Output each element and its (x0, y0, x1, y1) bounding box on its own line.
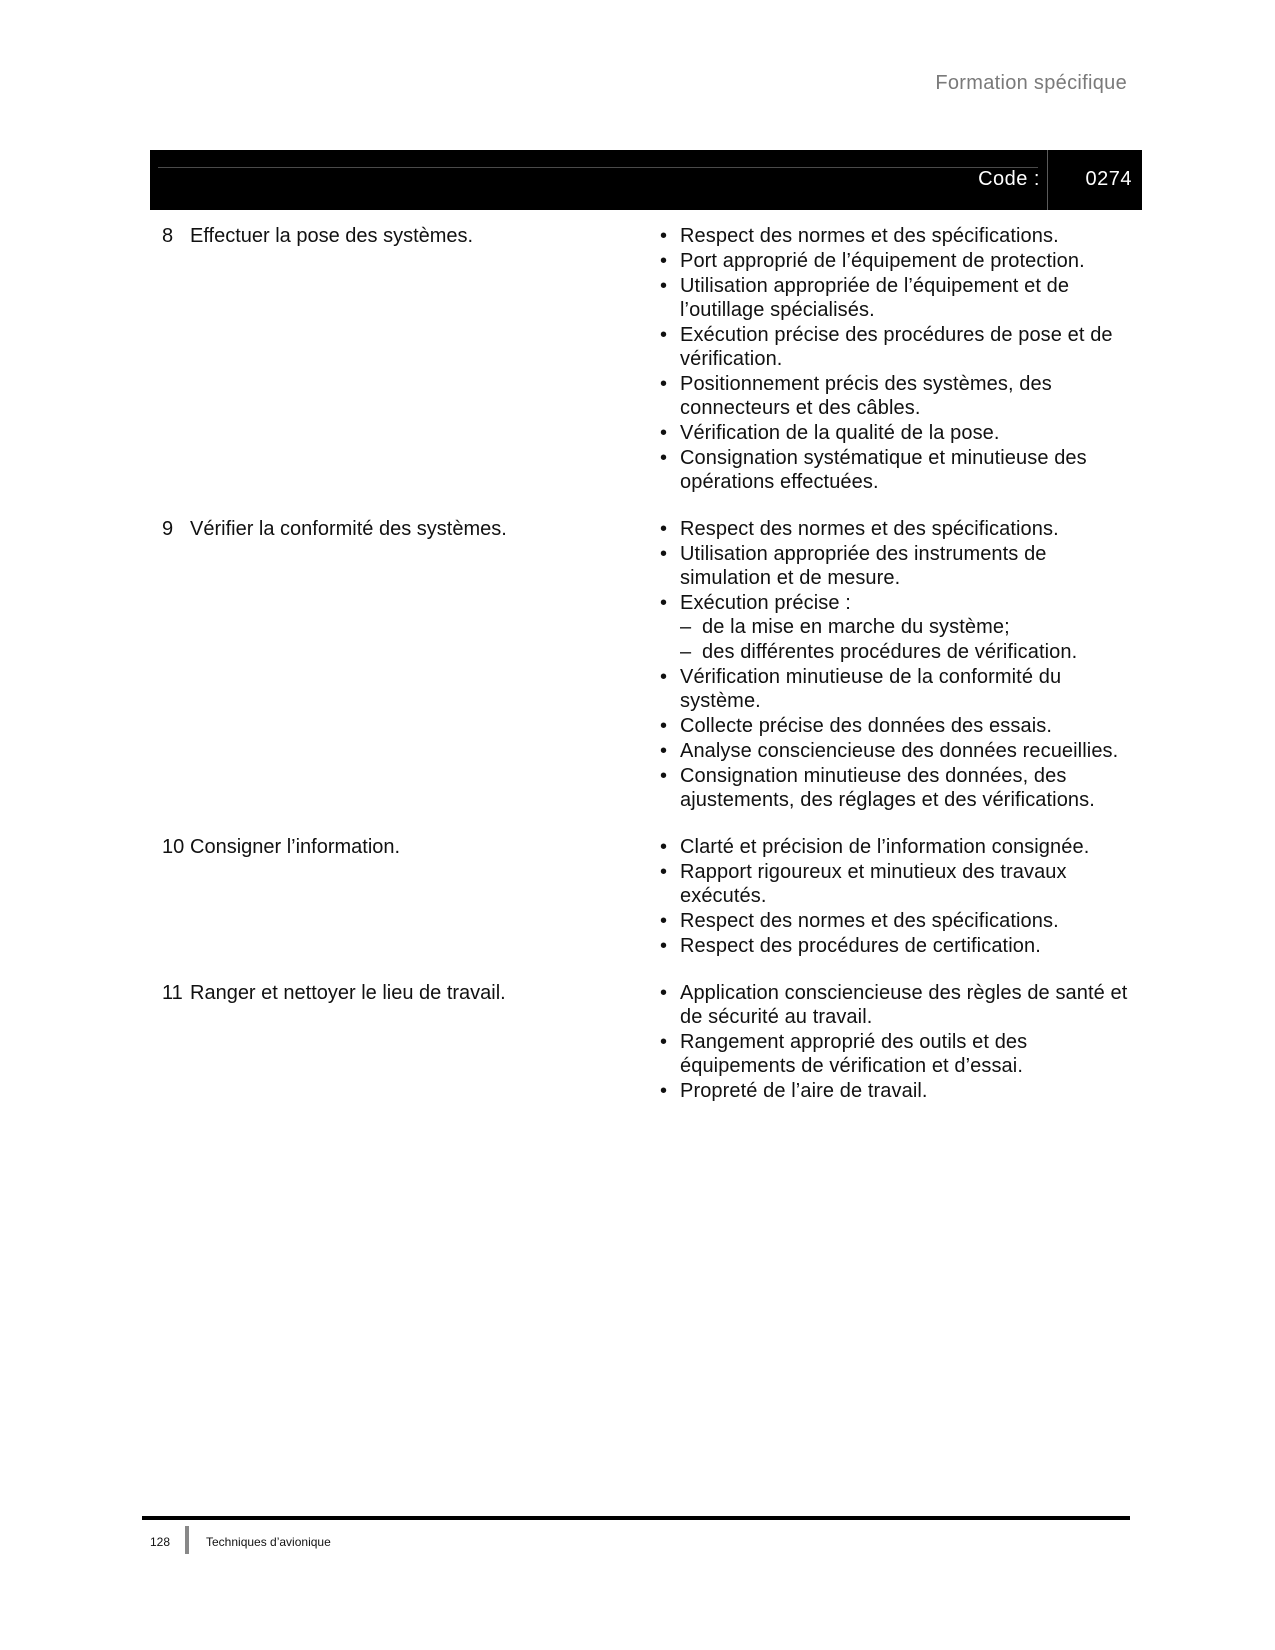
list-item (650, 909, 1137, 933)
criterion-text: Clarté et précision de l’information consignée. (680, 836, 1090, 858)
criterion-text: Rangement approprié des outils et des équipements de vérification et d’essai. (680, 1031, 1028, 1077)
step-text: Consigner l’information. (190, 836, 401, 858)
list-item (650, 1079, 1137, 1103)
list-item (650, 372, 1137, 420)
sub-criteria-list (680, 615, 1137, 664)
bullet-icon: • (660, 935, 668, 957)
criterion-text: Consignation systématique et minutieuse des opérations effectuées. (680, 447, 1087, 493)
list-item (650, 421, 1137, 445)
bullet-icon: • (660, 422, 668, 444)
bullet-icon: • (660, 765, 668, 787)
criteria-list (650, 835, 1137, 959)
bullet-icon: • (660, 518, 668, 540)
criteria-list (650, 981, 1137, 1104)
list-item (650, 934, 1137, 958)
criterion-text: Utilisation appropriée de l’équipement et de l’outillage spécialisés. (680, 275, 1070, 321)
step-number: 11 (162, 982, 183, 1004)
list-item (650, 665, 1137, 713)
list-item (650, 224, 1137, 248)
bullet-icon: • (660, 250, 668, 272)
bullet-icon: • (660, 373, 668, 395)
table-row (162, 517, 1137, 813)
criterion-text: Respect des procédures de certification. (680, 935, 1041, 957)
bullet-icon: • (660, 543, 668, 565)
step-cell (162, 517, 650, 813)
list-item (650, 714, 1137, 738)
list-item (650, 860, 1137, 908)
criteria-table (162, 224, 1137, 1126)
step-number: 8 (162, 225, 174, 247)
criteria-list (650, 224, 1137, 495)
step-text: Effectuer la pose des systèmes. (190, 225, 474, 247)
sub-list-item (680, 640, 1137, 664)
bullet-icon: • (660, 740, 668, 762)
code-bar-divider (1047, 150, 1048, 210)
list-item (650, 591, 1137, 664)
step-cell (162, 224, 650, 495)
bullet-icon: • (660, 982, 668, 1004)
criterion-text: Respect des normes et des spécifications. (680, 518, 1059, 540)
dash-icon: – (680, 641, 692, 663)
criterion-text: Collecte précise des données des essais. (680, 715, 1052, 737)
criteria-list (650, 517, 1137, 813)
criterion-text: Positionnement précis des systèmes, des connecteurs et des câbles. (680, 373, 1052, 419)
bullet-icon: • (660, 1080, 668, 1102)
footer-rule (142, 1516, 1130, 1520)
code-bar-rule (158, 167, 1038, 168)
bullet-icon: • (660, 324, 668, 346)
criterion-text: Rapport rigoureux et minutieux des travaux exécutés. (680, 861, 1067, 907)
list-item (650, 835, 1137, 859)
bullet-icon: • (660, 836, 668, 858)
step-text: Ranger et nettoyer le lieu de travail. (190, 982, 506, 1004)
section-title: Formation spécifique (935, 72, 1127, 94)
criterion-text: Consignation minutieuse des données, des ajustements, des réglages et des vérifications. (680, 765, 1095, 811)
bullet-icon: • (660, 275, 668, 297)
list-item (650, 274, 1137, 322)
criterion-text: Exécution précise des procédures de pose et de vérification. (680, 324, 1113, 370)
step-cell (162, 835, 650, 959)
bullet-icon: • (660, 447, 668, 469)
bullet-icon: • (660, 592, 668, 614)
bullet-icon: • (660, 1031, 668, 1053)
step-text: Vérifier la conformité des systèmes. (190, 518, 507, 540)
list-item (650, 981, 1137, 1029)
step-number: 9 (162, 518, 174, 540)
sub-list-item (680, 615, 1137, 639)
criterion-text: Propreté de l’aire de travail. (680, 1080, 928, 1102)
document-title: Techniques d’avionique (206, 1535, 331, 1549)
sub-criterion-text: de la mise en marche du système; (702, 616, 1010, 638)
bullet-icon: • (660, 861, 668, 883)
list-item (650, 446, 1137, 494)
list-item (650, 323, 1137, 371)
list-item (650, 249, 1137, 273)
criterion-text: Vérification minutieuse de la conformité du système. (680, 666, 1062, 712)
code-label: Code : (978, 168, 1040, 190)
bullet-icon: • (660, 225, 668, 247)
code-bar (150, 150, 1142, 210)
table-row (162, 835, 1137, 959)
criterion-text: Application consciencieuse des règles de santé et de sécurité au travail. (680, 982, 1128, 1028)
criterion-text: Exécution précise : (680, 592, 851, 614)
list-item (650, 517, 1137, 541)
list-item (650, 1030, 1137, 1078)
criterion-text: Vérification de la qualité de la pose. (680, 422, 1000, 444)
footer-separator (185, 1526, 189, 1554)
criterion-text: Analyse consciencieuse des données recueillies. (680, 740, 1119, 762)
criterion-text: Respect des normes et des spécifications. (680, 225, 1059, 247)
criterion-text: Utilisation appropriée des instruments de simulation et de mesure. (680, 543, 1047, 589)
list-item (650, 542, 1137, 590)
list-item (650, 739, 1137, 763)
table-row (162, 224, 1137, 495)
list-item (650, 764, 1137, 812)
sub-criterion-text: des différentes procédures de vérification. (702, 641, 1078, 663)
bullet-icon: • (660, 715, 668, 737)
criterion-text: Respect des normes et des spécifications. (680, 910, 1059, 932)
table-row (162, 981, 1137, 1104)
criterion-text: Port approprié de l’équipement de protection. (680, 250, 1085, 272)
code-value: 0274 (1085, 168, 1132, 190)
bullet-icon: • (660, 666, 668, 688)
bullet-icon: • (660, 910, 668, 932)
page-number: 128 (150, 1535, 171, 1549)
dash-icon: – (680, 616, 692, 638)
step-cell (162, 981, 650, 1104)
step-number: 10 (162, 836, 185, 858)
